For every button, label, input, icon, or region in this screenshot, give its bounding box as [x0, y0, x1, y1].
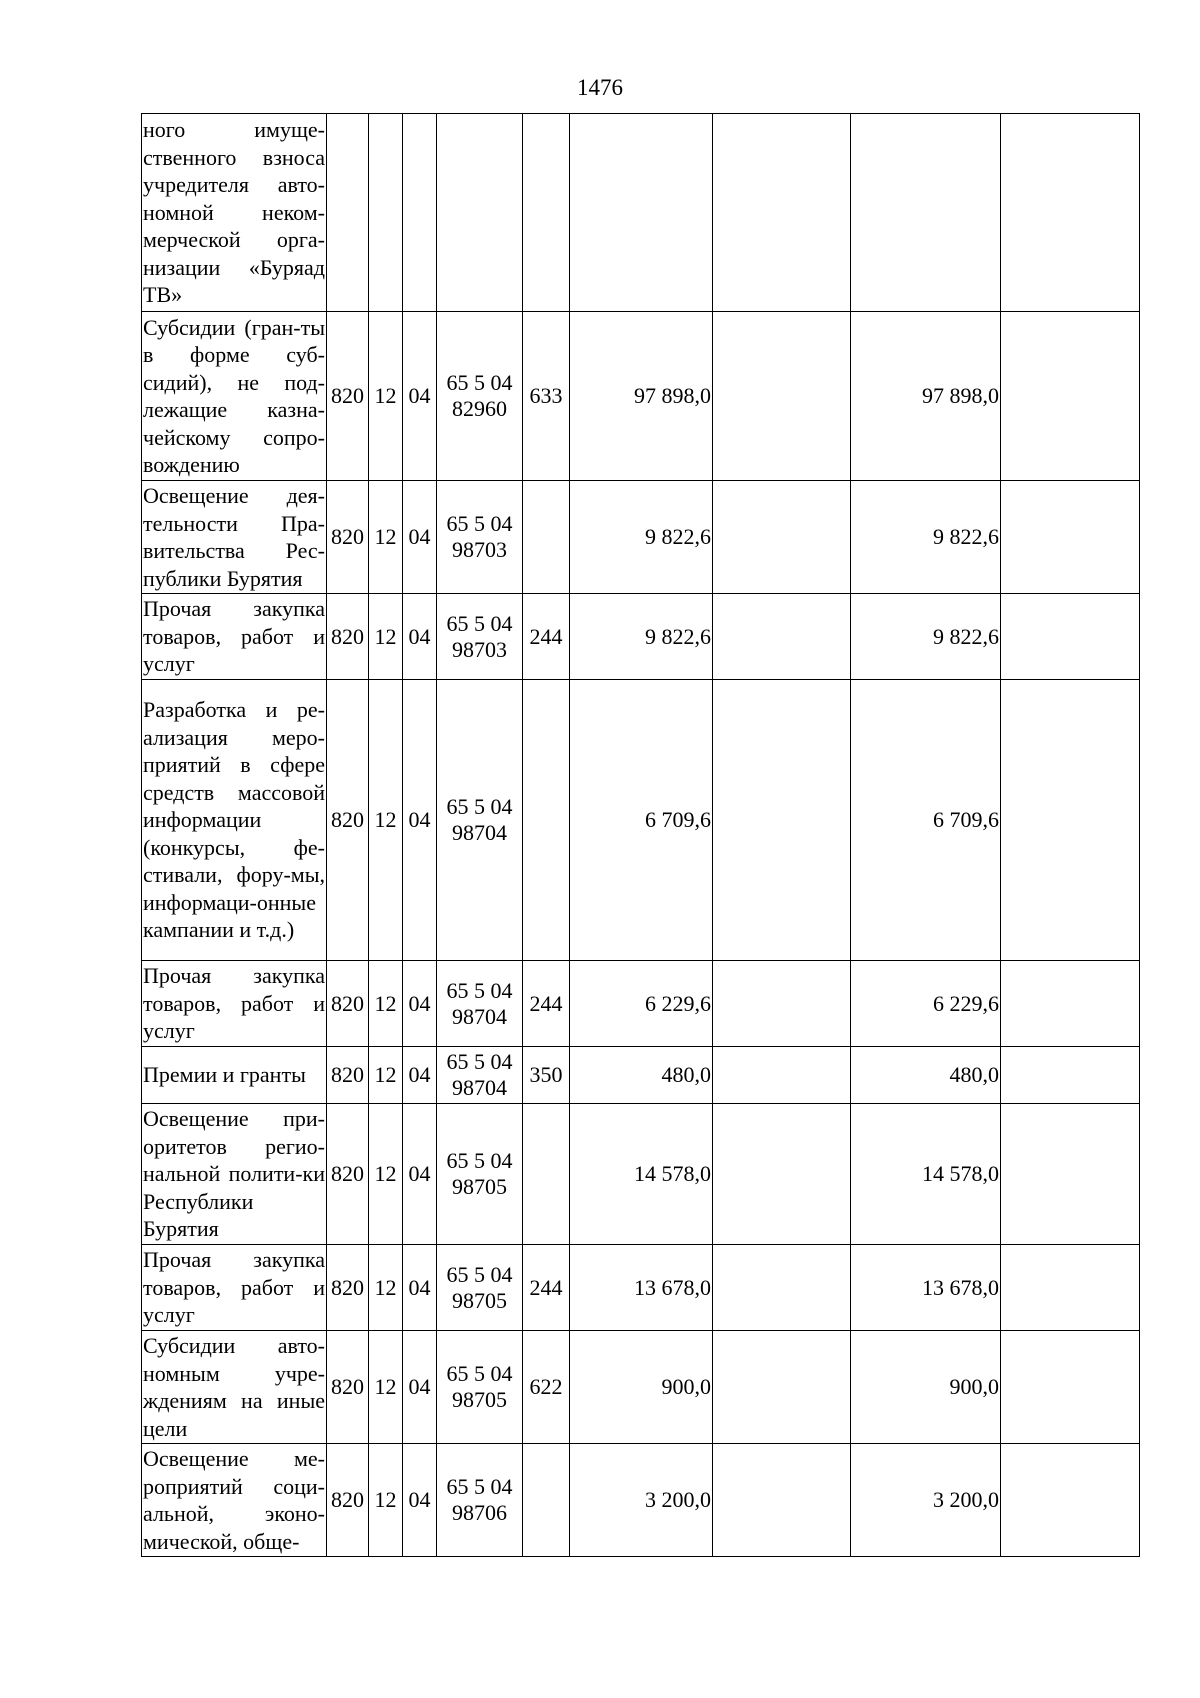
- cell-amount: 13 678,0: [570, 1245, 713, 1331]
- cell-col-4: [1001, 312, 1140, 481]
- cell-amount: 480,0: [570, 1047, 713, 1104]
- cell-col-2: [713, 1331, 851, 1444]
- cell-csr-line-1: 65 5 04: [446, 794, 513, 819]
- cell-col-2: [713, 114, 851, 312]
- cell-vr: 244: [523, 961, 570, 1047]
- cell-vr: 350: [523, 1047, 570, 1104]
- cell-csr: [437, 961, 523, 1047]
- cell-col-2: [713, 312, 851, 481]
- table-row: [142, 114, 1140, 312]
- cell-total: [851, 114, 1001, 312]
- cell-pr: 04: [403, 1245, 437, 1331]
- cell-vr: [523, 114, 570, 312]
- table-row: [142, 961, 1140, 1047]
- cell-name: Прочая закупка товаров, работ и услуг: [142, 594, 327, 680]
- cell-csr-line-2: 98703: [452, 537, 507, 562]
- cell-vr: [523, 481, 570, 594]
- table-row: [142, 680, 1140, 961]
- cell-csr-line-1: 65 5 04: [446, 1361, 513, 1386]
- cell-pr: 04: [403, 1047, 437, 1104]
- cell-gr: 820: [327, 1444, 369, 1557]
- cell-csr: [437, 1104, 523, 1245]
- cell-csr: [437, 114, 523, 312]
- cell-pr: 04: [403, 312, 437, 481]
- cell-csr-line-1: 65 5 04: [446, 1049, 513, 1074]
- cell-name: Премии и гранты: [142, 1047, 327, 1104]
- cell-col-4: [1001, 114, 1140, 312]
- cell-col-4: [1001, 481, 1140, 594]
- cell-vr: [523, 1104, 570, 1245]
- cell-rz: 12: [369, 312, 403, 481]
- cell-rz: 12: [369, 1104, 403, 1245]
- cell-vr: 633: [523, 312, 570, 481]
- cell-amount: [570, 114, 713, 312]
- cell-total: 97 898,0: [851, 312, 1001, 481]
- cell-col-2: [713, 961, 851, 1047]
- cell-col-2: [713, 1245, 851, 1331]
- cell-csr-line-2: 98705: [452, 1387, 507, 1412]
- cell-pr: 04: [403, 481, 437, 594]
- cell-total: 480,0: [851, 1047, 1001, 1104]
- cell-col-4: [1001, 1245, 1140, 1331]
- table-row: [142, 594, 1140, 680]
- cell-csr-line-2: 98703: [452, 636, 507, 662]
- cell-vr: [523, 680, 570, 961]
- cell-col-2: [713, 680, 851, 961]
- cell-csr: [437, 1245, 523, 1331]
- cell-col-4: [1001, 594, 1140, 680]
- cell-total: 3 200,0: [851, 1444, 1001, 1557]
- cell-name: Освещение при-оритетов регио-нальной полити-ки Республики Бурятия: [142, 1104, 327, 1245]
- cell-col-4: [1001, 1104, 1140, 1245]
- cell-csr: [437, 1331, 523, 1444]
- cell-amount: 14 578,0: [570, 1104, 713, 1245]
- cell-csr: [437, 680, 523, 961]
- table-row: [142, 312, 1140, 481]
- cell-name: Прочая закупка товаров, работ и услуг: [142, 1245, 327, 1331]
- cell-total: 6 229,6: [851, 961, 1001, 1047]
- cell-csr-line-2: 98704: [452, 820, 507, 845]
- cell-csr-line-2: 98704: [452, 1003, 507, 1029]
- cell-csr: [437, 594, 523, 680]
- cell-csr-line-1: 65 5 04: [446, 977, 513, 1003]
- cell-csr-line-1: 65 5 04: [446, 1474, 513, 1499]
- cell-amount: 900,0: [570, 1331, 713, 1444]
- cell-vr: 622: [523, 1331, 570, 1444]
- cell-amount: 9 822,6: [570, 481, 713, 594]
- cell-rz: 12: [369, 1047, 403, 1104]
- cell-rz: [369, 114, 403, 312]
- cell-rz: 12: [369, 594, 403, 680]
- cell-gr: 820: [327, 481, 369, 594]
- cell-col-2: [713, 1104, 851, 1245]
- cell-total: 900,0: [851, 1331, 1001, 1444]
- cell-amount: 3 200,0: [570, 1444, 713, 1557]
- cell-total: 9 822,6: [851, 481, 1001, 594]
- cell-csr-line-2: 98704: [452, 1075, 507, 1100]
- cell-rz: 12: [369, 481, 403, 594]
- cell-col-2: [713, 1444, 851, 1557]
- table-row: [142, 481, 1140, 594]
- cell-csr-line-1: 65 5 04: [446, 610, 513, 636]
- cell-total: 14 578,0: [851, 1104, 1001, 1245]
- cell-rz: 12: [369, 1331, 403, 1444]
- cell-pr: [403, 114, 437, 312]
- cell-csr-line-2: 98705: [452, 1174, 507, 1199]
- cell-pr: 04: [403, 680, 437, 961]
- cell-gr: 820: [327, 1047, 369, 1104]
- cell-name: Освещение дея-тельности Пра-вительства Рес-публики Бурятия: [142, 481, 327, 594]
- cell-name: Субсидии (гран-ты в форме суб-сидий), не под-лежащие казна-чейскому сопро-вождению: [142, 312, 327, 481]
- cell-gr: 820: [327, 1104, 369, 1245]
- cell-csr-line-1: 65 5 04: [446, 370, 513, 395]
- cell-name: ного имуще-ственного взноса учредителя авто-номной неком-мерческой орга-низации «Буряад ТВ»: [142, 114, 327, 312]
- cell-col-4: [1001, 680, 1140, 961]
- cell-amount: 97 898,0: [570, 312, 713, 481]
- cell-gr: 820: [327, 1331, 369, 1444]
- cell-gr: 820: [327, 312, 369, 481]
- cell-amount: 9 822,6: [570, 594, 713, 680]
- budget-table: [141, 113, 1140, 1557]
- cell-pr: 04: [403, 1104, 437, 1245]
- cell-csr: [437, 312, 523, 481]
- cell-col-4: [1001, 1331, 1140, 1444]
- cell-gr: 820: [327, 594, 369, 680]
- cell-csr-line-1: 65 5 04: [446, 511, 513, 536]
- cell-col-2: [713, 481, 851, 594]
- cell-pr: 04: [403, 1331, 437, 1444]
- cell-total: 9 822,6: [851, 594, 1001, 680]
- table-row: [142, 1444, 1140, 1557]
- cell-col-2: [713, 594, 851, 680]
- cell-pr: 04: [403, 961, 437, 1047]
- table-row: [142, 1331, 1140, 1444]
- cell-rz: 12: [369, 1245, 403, 1331]
- cell-col-4: [1001, 961, 1140, 1047]
- cell-csr-line-1: 65 5 04: [446, 1148, 513, 1173]
- cell-pr: 04: [403, 594, 437, 680]
- cell-total: 6 709,6: [851, 680, 1001, 961]
- cell-vr: [523, 1444, 570, 1557]
- cell-gr: [327, 114, 369, 312]
- cell-col-2: [713, 1047, 851, 1104]
- cell-csr: [437, 481, 523, 594]
- cell-vr: 244: [523, 594, 570, 680]
- cell-name: Прочая закупка товаров, работ и услуг: [142, 961, 327, 1047]
- cell-csr-line-2: 98706: [452, 1500, 507, 1525]
- cell-csr-line-2: 98705: [452, 1287, 507, 1313]
- cell-rz: 12: [369, 680, 403, 961]
- cell-csr: [437, 1047, 523, 1104]
- cell-rz: 12: [369, 961, 403, 1047]
- table-row: [142, 1245, 1140, 1331]
- cell-gr: 820: [327, 961, 369, 1047]
- table-row: [142, 1047, 1140, 1104]
- cell-name: Разработка и ре-ализация меро-приятий в сфере средств массовой информации (конкурсы, фе-стивали, фору-мы, информаци-онные кампании и т.д.): [142, 680, 327, 961]
- cell-amount: 6 709,6: [570, 680, 713, 961]
- cell-csr-line-2: 82960: [452, 396, 507, 421]
- cell-rz: 12: [369, 1444, 403, 1557]
- cell-gr: 820: [327, 680, 369, 961]
- cell-amount: 6 229,6: [570, 961, 713, 1047]
- cell-pr: 04: [403, 1444, 437, 1557]
- page-number: 1476: [577, 75, 623, 100]
- budget-table-body: [142, 114, 1140, 1557]
- cell-csr: [437, 1444, 523, 1557]
- cell-col-4: [1001, 1047, 1140, 1104]
- cell-name: Субсидии авто-номным учре-ждениям на иные цели: [142, 1331, 327, 1444]
- cell-col-4: [1001, 1444, 1140, 1557]
- cell-gr: 820: [327, 1245, 369, 1331]
- cell-name: Освещение ме-роприятий соци-альной, эконо-мической, обще-: [142, 1444, 327, 1557]
- table-row: [142, 1104, 1140, 1245]
- cell-total: 13 678,0: [851, 1245, 1001, 1331]
- cell-vr: 244: [523, 1245, 570, 1331]
- cell-csr-line-1: 65 5 04: [446, 1261, 513, 1287]
